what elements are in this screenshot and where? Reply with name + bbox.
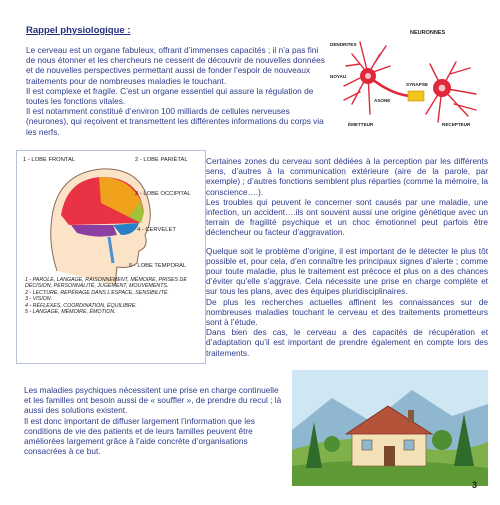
neuron-drawing (330, 24, 480, 134)
intro-paragraph: Il est complexe et fragile. C’est un organe essentiel qui assure la régulation de toutes les fonctions vitales. (26, 85, 314, 107)
main-paragraph: De plus les recherches actuelles affinent les connaissances sur de nombreuses maladies touchant le cerveau et des traitements prometteurs sont à l’étude. (206, 296, 488, 328)
label-lobe-frontal: 1 - LOBE FRONTAL (23, 157, 76, 163)
intro-paragraph: Le cerveau est un organe fabuleux, offrant d’immenses capacités ; il n’a pas fini de nous étonner et les chercheurs ne cessent de découvrir de nouvelles données et de nouvelles perspectives permettant aussi de fonder l’espoir de nouveaux traitements pour de nombreuses maladies le touchant. (26, 45, 325, 86)
label-axone: AXONE (374, 98, 391, 103)
main-text (206, 156, 488, 358)
legend-item: 2 - LECTURE, REPÉRAGE DANS L’ESPACE, SENSIBILITÉ. (25, 289, 169, 296)
house-illustration (292, 370, 488, 486)
neuron-title: NEURONNES (410, 30, 446, 36)
head-drawing (17, 151, 205, 291)
label-lobe-occipital: 3 - LOBE OCCIPITAL (135, 191, 191, 197)
bottom-text (24, 385, 286, 456)
legend-item: 1 - PAROLE, LANGAGE, RAISONNEMENT, MÉMOIRE, PRISES DE DÉCISION, PERSONNALITÉ, JUGEMENT, MOUVEMENTS. (25, 277, 187, 290)
main-paragraph: Quelque soit le problème d’origine, il est important de le détecter le plus tôt possible et, pour cela, d’en connaître les principaux signes d’alerte ; comme pour toute maladie, plus le traitement est précoce et plus on a des chances d’éviter qu’elle s’aggrave. Cela nécessite une prise en charge complète et sur tous les plans, avec des équipes pluridisciplinaires. (206, 245, 488, 297)
label-lobe-parietal: 2 - LOBE PARIÉTAL (135, 157, 188, 163)
section-heading: Rappel physiologique : (26, 25, 131, 36)
label-lobe-temporal: 5 - LOBE TEMPORAL (129, 263, 187, 269)
legend-item: 3 - VISION. (25, 296, 53, 303)
label-emetteur: ÉMETTEUR (348, 122, 374, 127)
label-noyau: NOYAU (330, 74, 347, 79)
label-synapse: SYNAPSE (406, 82, 428, 87)
intro-text (26, 45, 326, 137)
neuron-illustration (330, 24, 480, 134)
legend-item: 5 - LANGAGE, MÉMOIRE, ÉMOTION. (25, 309, 116, 316)
page-number: 3 (472, 480, 478, 490)
house-drawing (292, 370, 488, 486)
label-recepteur: RECEPTEUR (442, 122, 471, 127)
label-cervelet: 4 - CERVELET (137, 227, 176, 233)
main-paragraph: Les troubles qui peuvent le concerner sont causés par une maladie, une infection, un accident….ils ont souvent aussi une origine génétique avec un terrain de fragilité psychique et un choc émotionnel peut parfois être déclencheur ou facteur d’aggravation. (206, 196, 488, 238)
bottom-paragraph: Il est donc important de diffuser largement l’information que les conditions de vie des patients et de leurs familles peuvent être améliorées largement grâce à l’aide concrète d’organisations consacrées à ce but. (24, 415, 255, 457)
bottom-paragraph: Les maladies psychiques nécessitent une prise en charge continuelle et les familles ont besoin aussi de « souffler », de prendre du recul ; là aussi des solutions existent. (24, 385, 282, 416)
label-dendrites: DENDRITES (330, 42, 357, 47)
intro-paragraph: Il est notamment constitué d’environ 100 milliards de cellules nerveuses (neurones), qui reçoivent et transmettent les différentes informations du corps via les nerfs. (26, 106, 324, 137)
legend-item: 4 - RÉFLEXES, COORDINATION, ÉQUILIBRE. (25, 302, 137, 309)
main-paragraph: Dans bien des cas, le cerveau a des capacités de récupération et d’adaptation qu’il est important de prendre également en compte lors des traitements. (206, 327, 488, 358)
main-paragraph: Certaines zones du cerveau sont dédiées à la perception par les différents sens, d’autres à la communication extérieure (aire de la parole, par exemple) ; d’autres fonctions semblent plus réparties (comme la mémoire, la conscience….). (206, 156, 488, 197)
brain-illustration (16, 150, 206, 364)
brain-legend (25, 277, 197, 315)
